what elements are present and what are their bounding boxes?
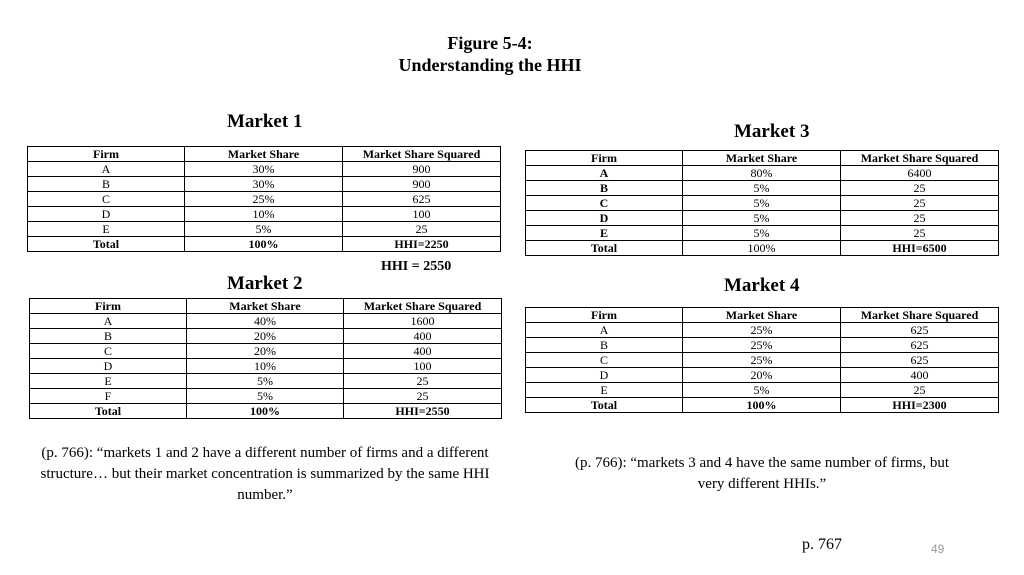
table-row — [526, 166, 999, 181]
table-row — [526, 383, 999, 398]
table-row — [526, 196, 999, 211]
firm-cell: B — [28, 177, 185, 192]
share-cell: 25% — [185, 192, 343, 207]
table-header-row — [30, 299, 502, 314]
col-header-share: Market Share — [187, 299, 344, 314]
col-header-share: Market Share — [185, 147, 343, 162]
market-3-table — [525, 150, 999, 256]
firm-cell: D — [30, 359, 187, 374]
firm-cell: E — [526, 383, 683, 398]
firm-cell: B — [526, 181, 683, 196]
market-2-table — [29, 298, 502, 419]
total-row — [28, 237, 501, 252]
col-header-share: Market Share — [683, 151, 841, 166]
share-cell: 30% — [185, 162, 343, 177]
share-cell: 5% — [185, 222, 343, 237]
squared-cell: 625 — [841, 323, 999, 338]
market-1-title: Market 1 — [227, 111, 303, 132]
share-cell: 25% — [683, 323, 841, 338]
share-cell: 80% — [683, 166, 841, 181]
table-header-row — [526, 151, 999, 166]
share-cell: 10% — [187, 359, 344, 374]
table-row — [30, 314, 502, 329]
col-header-firm: Firm — [28, 147, 185, 162]
squared-cell: 100 — [343, 207, 501, 222]
firm-cell: C — [526, 196, 683, 211]
table-row — [30, 344, 502, 359]
total-row — [526, 241, 999, 256]
table-row — [28, 192, 501, 207]
market-4-table — [525, 307, 999, 413]
share-cell: 10% — [185, 207, 343, 222]
col-header-share: Market Share — [683, 308, 841, 323]
table-row — [30, 389, 502, 404]
share-cell: 5% — [187, 389, 344, 404]
table-row — [28, 222, 501, 237]
table-row — [526, 226, 999, 241]
table-row — [30, 374, 502, 389]
share-cell: 5% — [683, 383, 841, 398]
col-header-firm: Firm — [30, 299, 187, 314]
table-row — [28, 177, 501, 192]
firm-cell: A — [526, 166, 683, 181]
squared-cell: 25 — [343, 222, 501, 237]
table-row — [28, 162, 501, 177]
slide-number: 49 — [931, 542, 945, 556]
firm-cell: B — [30, 329, 187, 344]
table-row — [30, 359, 502, 374]
total-row — [30, 404, 502, 419]
note-markets-1-2: (p. 766): “markets 1 and 2 have a different number of firms and a different structure… but their market concentration is summarized by the same HHI number.” — [40, 445, 490, 503]
col-header-firm: Firm — [526, 151, 683, 166]
table-row — [526, 353, 999, 368]
firm-cell: F — [30, 389, 187, 404]
squared-cell: 900 — [343, 162, 501, 177]
total-label: Total — [526, 241, 683, 256]
share-cell: 40% — [187, 314, 344, 329]
table-row — [526, 211, 999, 226]
col-header-squared: Market Share Squared — [841, 308, 999, 323]
firm-cell: D — [28, 207, 185, 222]
firm-cell: D — [526, 368, 683, 383]
share-cell: 25% — [683, 338, 841, 353]
total-share: 100% — [683, 241, 841, 256]
share-cell: 5% — [187, 374, 344, 389]
squared-cell: 25 — [841, 181, 999, 196]
total-share: 100% — [187, 404, 344, 419]
firm-cell: C — [30, 344, 187, 359]
squared-cell: 25 — [841, 226, 999, 241]
share-cell: 5% — [683, 181, 841, 196]
table-header-row — [28, 147, 501, 162]
firm-cell: A — [28, 162, 185, 177]
firm-cell: C — [526, 353, 683, 368]
total-hhi: HHI=2550 — [344, 404, 502, 419]
total-share: 100% — [185, 237, 343, 252]
squared-cell: 100 — [344, 359, 502, 374]
firm-cell: E — [526, 226, 683, 241]
total-share: 100% — [683, 398, 841, 413]
firm-cell: A — [30, 314, 187, 329]
market-1-table — [27, 146, 501, 252]
total-hhi: HHI=2250 — [343, 237, 501, 252]
table-row — [28, 207, 501, 222]
col-header-firm: Firm — [526, 308, 683, 323]
share-cell: 20% — [683, 368, 841, 383]
hhi-annotation: HHI = 2550 — [381, 259, 452, 274]
market-3-title: Market 3 — [734, 121, 810, 142]
squared-cell: 25 — [841, 383, 999, 398]
squared-cell: 25 — [344, 374, 502, 389]
total-label: Total — [526, 398, 683, 413]
figure-number: Figure 5-4: — [447, 33, 533, 53]
total-label: Total — [28, 237, 185, 252]
total-label: Total — [30, 404, 187, 419]
squared-cell: 400 — [344, 329, 502, 344]
firm-cell: E — [28, 222, 185, 237]
figure-caption: Understanding the HHI — [398, 55, 582, 75]
squared-cell: 400 — [841, 368, 999, 383]
note-markets-3-4: (p. 766): “markets 3 and 4 have the same number of firms, but very different HHIs.” — [574, 455, 950, 492]
total-row — [526, 398, 999, 413]
col-header-squared: Market Share Squared — [343, 147, 501, 162]
table-row — [30, 329, 502, 344]
share-cell: 30% — [185, 177, 343, 192]
firm-cell: D — [526, 211, 683, 226]
squared-cell: 1600 — [344, 314, 502, 329]
figure-title — [0, 32, 980, 76]
share-cell: 20% — [187, 344, 344, 359]
squared-cell: 25 — [841, 211, 999, 226]
share-cell: 5% — [683, 226, 841, 241]
table-row — [526, 368, 999, 383]
share-cell: 20% — [187, 329, 344, 344]
share-cell: 25% — [683, 353, 841, 368]
squared-cell: 25 — [344, 389, 502, 404]
market-4-title: Market 4 — [724, 275, 800, 296]
firm-cell: A — [526, 323, 683, 338]
firm-cell: E — [30, 374, 187, 389]
squared-cell: 900 — [343, 177, 501, 192]
share-cell: 5% — [683, 196, 841, 211]
squared-cell: 25 — [841, 196, 999, 211]
table-row — [526, 323, 999, 338]
table-header-row — [526, 308, 999, 323]
table-row — [526, 181, 999, 196]
firm-cell: C — [28, 192, 185, 207]
table-row — [526, 338, 999, 353]
market-2-title: Market 2 — [227, 273, 303, 294]
col-header-squared: Market Share Squared — [841, 151, 999, 166]
squared-cell: 400 — [344, 344, 502, 359]
total-hhi: HHI=6500 — [841, 241, 999, 256]
firm-cell: B — [526, 338, 683, 353]
squared-cell: 6400 — [841, 166, 999, 181]
total-hhi: HHI=2300 — [841, 398, 999, 413]
squared-cell: 625 — [841, 338, 999, 353]
page-reference: p. 767 — [802, 536, 842, 553]
squared-cell: 625 — [343, 192, 501, 207]
share-cell: 5% — [683, 211, 841, 226]
col-header-squared: Market Share Squared — [344, 299, 502, 314]
squared-cell: 625 — [841, 353, 999, 368]
